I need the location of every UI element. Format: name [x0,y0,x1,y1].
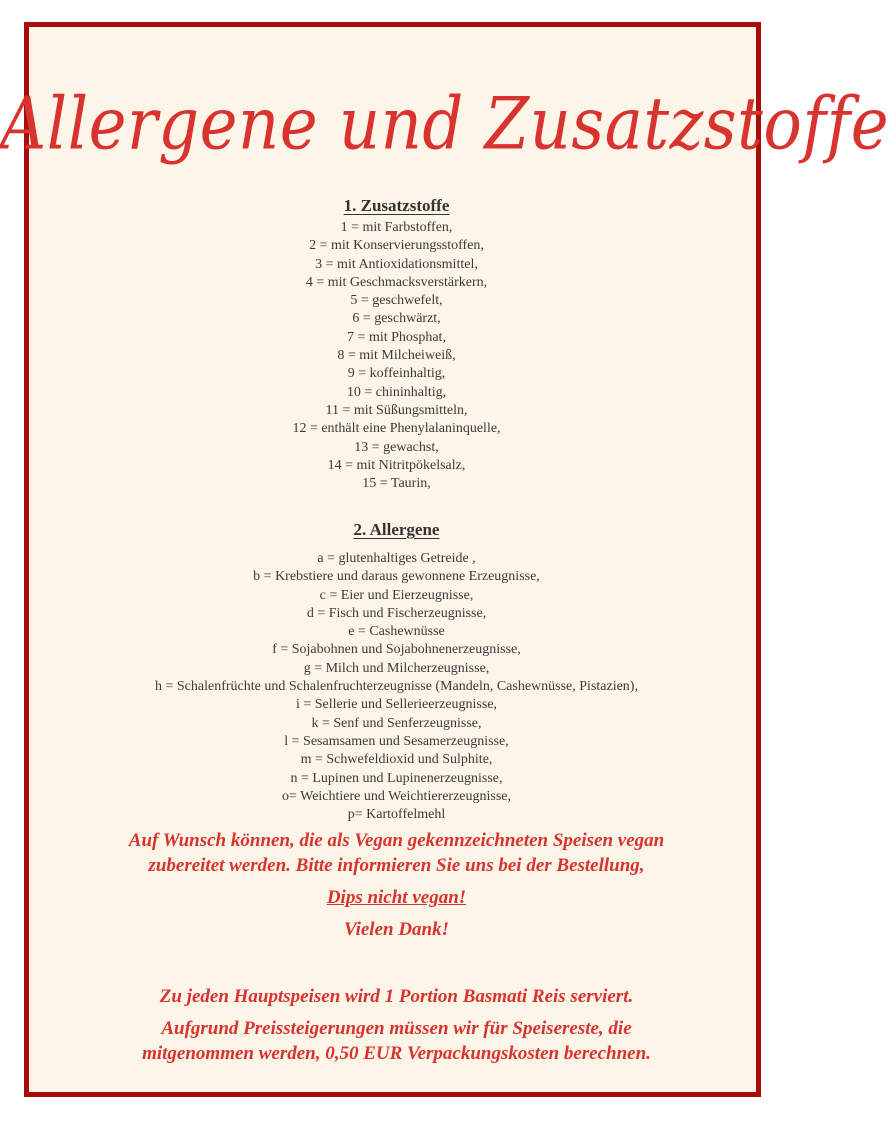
additive-item: 3 = mit Antioxidationsmittel, [315,256,478,272]
rice-notice: Zu jeden Hauptspeisen wird 1 Portion Basmati Reis serviert. [159,986,634,1007]
allergen-item: a = glutenhaltiges Getreide , [317,551,476,566]
additive-item: 8 = mit Milcheiweiß, [337,348,456,364]
additives-list [0,219,793,493]
additive-item: 15 = Taurin, [362,476,431,492]
allergen-item: d = Fisch und Fischerzeugnisse, [306,605,487,621]
dips-notice: Dips nicht vegan! [326,887,467,908]
page-title: Allergene und Zusatzstoffe [0,83,889,167]
allergen-item: p= Kartoffelmehl [347,807,446,823]
allergen-item: n = Lupinen und Lupinenerzeugnisse, [290,770,503,786]
additive-item: 1 = mit Farbstoffen, [340,220,453,235]
allergen-item: i = Sellerie und Sellerieerzeugnisse, [295,697,498,713]
thanks-notice: Vielen Dank! [343,919,450,940]
additive-item: 7 = mit Phosphat, [347,329,446,345]
allergen-item: o= Weichtiere und Weichtiererzeugnisse, [281,788,512,804]
vegan-notice-line-2: zubereitet werden. Bitte informieren Sie uns bei der Bestellung, [148,855,645,876]
additive-item: 12 = enthält eine Phenylalaninquelle, [292,421,501,437]
allergen-item: l = Sesamsamen und Sesamerzeugnisse, [284,733,509,749]
allergen-item: k = Senf und Senferzeugnisse, [311,715,482,731]
additive-item: 6 = geschwärzt, [352,311,441,327]
additive-item: 11 = mit Süßungsmitteln, [325,402,468,418]
allergens-heading: 2. Allergene [353,520,440,539]
additive-item: 14 = mit Nitritpökelsalz, [327,457,466,473]
additive-item: 4 = mit Geschmacksverstärkern, [305,274,488,290]
allergen-item: m = Schwefeldioxid und Sulphite, [300,752,493,768]
additive-item: 2 = mit Konservierungsstoffen, [309,238,484,254]
allergen-item: f = Sojabohnen und Sojabohnenerzeugnisse, [272,642,521,658]
allergen-item: c = Eier und Eierzeugnisse, [319,587,474,603]
additive-item: 10 = chininhaltig, [346,384,447,400]
allergen-item: e = Cashewnüsse [348,624,445,640]
additive-item: 13 = gewachst, [354,439,439,455]
additive-item: 9 = koffeinhaltig, [347,366,446,382]
packaging-notice-line-2: mitgenommen werden, 0,50 EUR Verpackungskosten berechnen. [142,1043,651,1064]
allergen-item: h = Schalenfrüchte und Schalenfruchterzeugnisse (Mandeln, Cashewnüsse, Pistazien), [155,679,638,695]
packaging-notice-line-1: Aufgrund Preissteigerungen müssen wir für Speisereste, die [161,1018,632,1039]
additive-item: 5 = geschwefelt, [350,293,443,309]
vegan-notice-line-1: Auf Wunsch können, die als Vegan gekennzeichneten Speisen vegan [128,830,665,851]
allergens-list [0,550,793,824]
allergen-item: b = Krebstiere und daraus gewonnene Erzeugnisse, [253,569,540,585]
additives-heading: 1. Zusatzstoffe [343,196,450,215]
allergen-item: g = Milch und Milcherzeugnisse, [303,660,490,676]
